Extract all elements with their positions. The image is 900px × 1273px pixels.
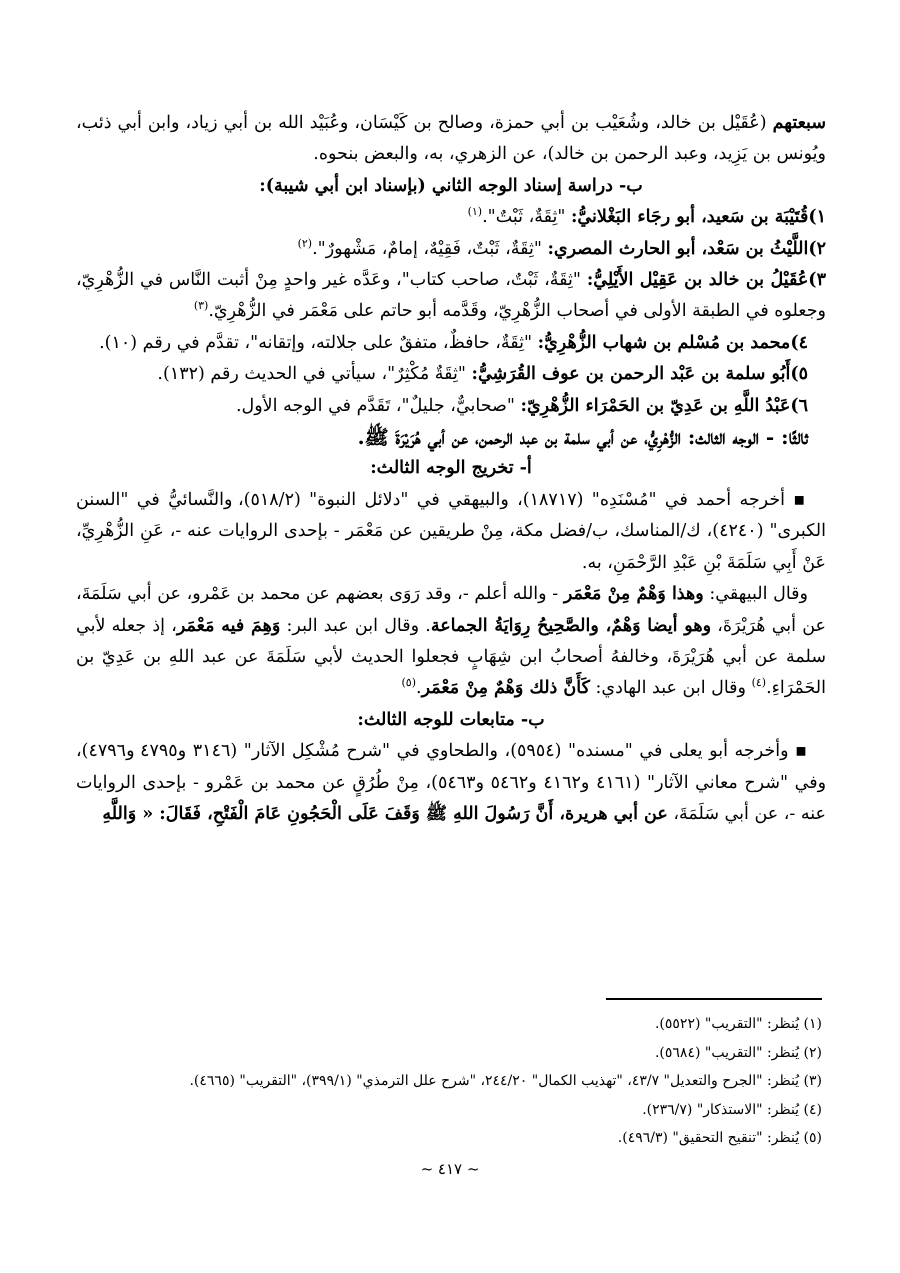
heading-mutabaat: ب- متابعات للوجه الثالث: (357, 709, 545, 730)
bayhaqi-quote-1: وهذا وَهْمٌ مِنْ مَعْمَر (563, 584, 704, 605)
narrator-1 (76, 202, 826, 233)
footnotes (82, 1010, 822, 1153)
ibn-abd-alhadi-quote: كَأَنَّ ذلك وَهْمٌ مِنْ مَعْمَر (421, 678, 590, 699)
footnote-4: (٤) يُنظر: "الاستذكار" (٢٣٦/٧). (642, 1101, 822, 1118)
paragraph-takhrij: ▪ أخرجه أحمد في "مُسْنَدِه" (١٨٧١٧)، والبيهقي في "دلائل النبوة" (٥١٨/٢)، والنَّسائيُّ في "السنن الكبرى" (٤٢٤٠)، ك/المناسك، ب/فضل مكة، مِنْ طريقين عن مَعْمَر - بإحدى الروايات عنه -، عَنِ الزُّهْرِيِّ، عَنْ أَبِي سَلَمَةَ بْنِ عَبْدِ الرَّحْمَنِ، به. (76, 489, 826, 573)
paragraph-1-lead: سبعتهم (772, 113, 826, 133)
paragraph-bayhaqi: وقال البيهقي: وهذا وَهْمٌ مِنْ مَعْمَر - والله أعلم -، وقد رَوَى بعضهم عن محمد بن عَمْرو، عن أبي سَلَمَةَ، عن أبي هُرَيْرَةَ، وهو أيضا وَهْمٌ، والصَّحِيحُ رِوَايَةُ الجماعة. وقال ابن عبد البر: وَهِمَ فيه مَعْمَر، إذ جعله لأبي سلمة عن أبي هُرَيْرَةَ، وخالفهُ أصحابُ ابن شِهَابٍ فجعلوا الحديث لأبي سَلَمَةَ عن عبد اللهِ بن عَدِيّ بن الحَمْرَاءِ.$^{(٤)}$ وقال ابن عبد الهادي: كَأَنَّ ذلك وَهْمٌ مِنْ مَعْمَر.$^{(٥)}$ (76, 584, 826, 699)
narrator-3 (76, 265, 826, 328)
narrator-3-number: ٣) (808, 270, 826, 291)
paragraph-1 (76, 108, 826, 171)
page-number: ~ ٤١٧ ~ (420, 1160, 480, 1178)
bayhaqi-quote-2: وهو أيضا وَهْمٌ، والصَّحِيحُ رِوَايَةُ الجماعة (430, 615, 712, 636)
narrator-4-name: محمد بن مُسْلم بن شهاب الزُّهْرِيُّ: (537, 332, 791, 353)
narrator-1-number: ١) (808, 207, 826, 228)
narrator-1-name: قُتَيْبَة بن سَعيد، أبو رجَاء البَغْلانيُّ: (570, 207, 809, 228)
paragraph-1-text: (عُقَيْل بن خالد، وشُعَيْب بن أبي حمزة، وصالح بن كَيْسَان، وعُبَيْد الله بن أبي زياد، وابن أبي ذئب، ويُونس بن يَزِيد، وعبد الرحمن بن خالد)، عن الزهري، به، والبعض بنحوه. (76, 113, 826, 165)
ibn-abd-albarr-quote: وَهِمَ فيه مَعْمَر (176, 615, 281, 636)
footnote-3: (٣) يُنظر: "الجرح والتعديل" ٤٣/٧، "تهذيب الكمال" ٢٤٤/٢٠، "شرح علل الترمذي" (٣٩٩/١)، "التقريب" (٤٦٦٥). (189, 1073, 822, 1089)
footnote-ref-5: (٥) (401, 676, 416, 690)
footnote-divider (606, 998, 822, 1000)
narrator-6 (76, 391, 826, 422)
narrator-4 (76, 328, 826, 359)
narrator-4-text: "ثِقَةٌ، حافظٌ، متفقٌ على جلالته، وإتقانه"، تقدَّم في رقم (١٠). (99, 332, 538, 353)
narrator-6-name: عَبْدُ اللَّهِ بن عَدِيّ بن الحَمْرَاء الزُّهْرِيّ: (520, 395, 791, 416)
narrator-5 (76, 359, 826, 390)
narrator-5-name: أَبُو سلمة بن عَبْد الرحمن بن عوف القُرَشِيُّ: (471, 364, 791, 385)
footnote-5: (٥) يُنظر: "تنقيح التحقيق" (٤٩٦/٣). (617, 1130, 822, 1146)
narrator-2-name: اللَّيْثُ بن سَعْد، أبو الحارث المصري: (547, 238, 809, 259)
bayhaqi-intro: وقال البيهقي: (703, 584, 808, 605)
footnote-1: (١) يُنظر: "التقريب" (٥٥٢٢). (654, 1016, 822, 1032)
narrator-2 (76, 234, 826, 265)
bayhaqi-text-1: - والله أعلم -، وقد رَوَى بعضهم عن محمد بن عَمْرو، عن أبي سَلَمَةَ، عن أبي هُرَيْرَةَ، (76, 584, 826, 636)
ibn-abd-alhadi-intro: وقال ابن عبد الهادي: (589, 678, 752, 699)
paragraph-mutabaat (76, 736, 826, 830)
narrator-2-text: "ثِقَةٌ، ثَبْتٌ، فَقِيْهٌ، إمامٌ، مَشْهورٌ". (312, 238, 548, 259)
ibn-abd-albarr-text: ، إذ جعله لأبي سلمة عن أبي هُرَيْرَةَ، وخالفهُ أصحابُ ابن شِهَابٍ فجعلوا الحديث لأبي سَلَمَةَ عن عبد اللهِ بن عَدِيّ بن الحَمْرَاءِ. (76, 615, 826, 699)
narrator-5-text: "ثِقَةٌ مُكْثِرٌ"، سيأتي في الحديث رقم (١٣٢). (157, 364, 472, 385)
ibn-abd-albarr-intro: . وقال ابن عبد البر: (280, 615, 431, 636)
narrator-3-name: عُقَيْلُ بن خالد بن عَقِيْل الأَيْلِيُّ: (586, 270, 809, 291)
heading-third-aspect: ثالثًا: - الوجه الثالث: الزُّهْرِيُّ، عن أبي سلمة بن عبد الرحمن، عن أبي هُرَيْرَةَ ﷺ. (357, 425, 808, 450)
narrator-6-number: ٦) (790, 395, 808, 416)
narrator-5-number: ٥) (790, 364, 808, 385)
narrator-3-text: "ثِقَةٌ، ثَبْتٌ، صاحب كتاب"، وعَدَّه غير واحدٍ مِنْ أثبت النَّاس في الزُّهْرِيّ، وجعلوه في الطبقة الأولى في أصحاب الزُّهْرِيّ، وقَدَّمه أبو حاتم على مَعْمَر في الزُّهْرِيّ. (76, 270, 826, 322)
footnote-ref-4: (٤) (751, 676, 767, 690)
footnote-ref-3: (٣) (193, 299, 209, 313)
mutabaat-text: ▪ وأخرجه أبو يعلى في "مسنده" (٥٩٥٤)، والطحاوي في "شرح مُشْكِل الآثار" (٣١٤٦ و٤٧٩٥ و٤٧٩٦)، وفي "شرح معاني الآثار" (٤١٦١ و٤١٦٢ و٥٤٦٢ و٥٤٦٣)، مِنْ طُرُقٍ عن محمد بن عَمْرو - بإحدى الروايات عنه -، عن أبي سَلَمَةَ، (76, 741, 827, 824)
heading-isnad-study: ب- دراسة إسناد الوجه الثاني (بإسناد ابن أبي شيبة): (259, 175, 643, 196)
narrator-2-number: ٢) (808, 238, 826, 259)
narrator-6-text: "صحابيٌّ، جليلٌ"، تَقَدَّم في الوجه الأول. (235, 395, 521, 416)
footnote-ref-1: (١) (467, 205, 483, 219)
footnote-ref-2: (٢) (297, 236, 313, 250)
narrator-1-text: "ثِقَةٌ، ثَبْتٌ". (482, 207, 571, 228)
footnote-2: (٢) يُنظر: "التقريب" (٥٦٨٤). (654, 1044, 822, 1061)
hadith-text: عن أبي هريرة، أَنَّ رَسُولَ اللهِ ﷺ وَقَفَ عَلَى الْحَجُونِ عَامَ الْفَتْحِ، فَقَالَ: « وَاللَّهِ (102, 803, 668, 824)
heading-takhrij: أ- تخريج الوجه الثالث: (370, 458, 532, 479)
narrator-4-number: ٤) (790, 332, 808, 353)
